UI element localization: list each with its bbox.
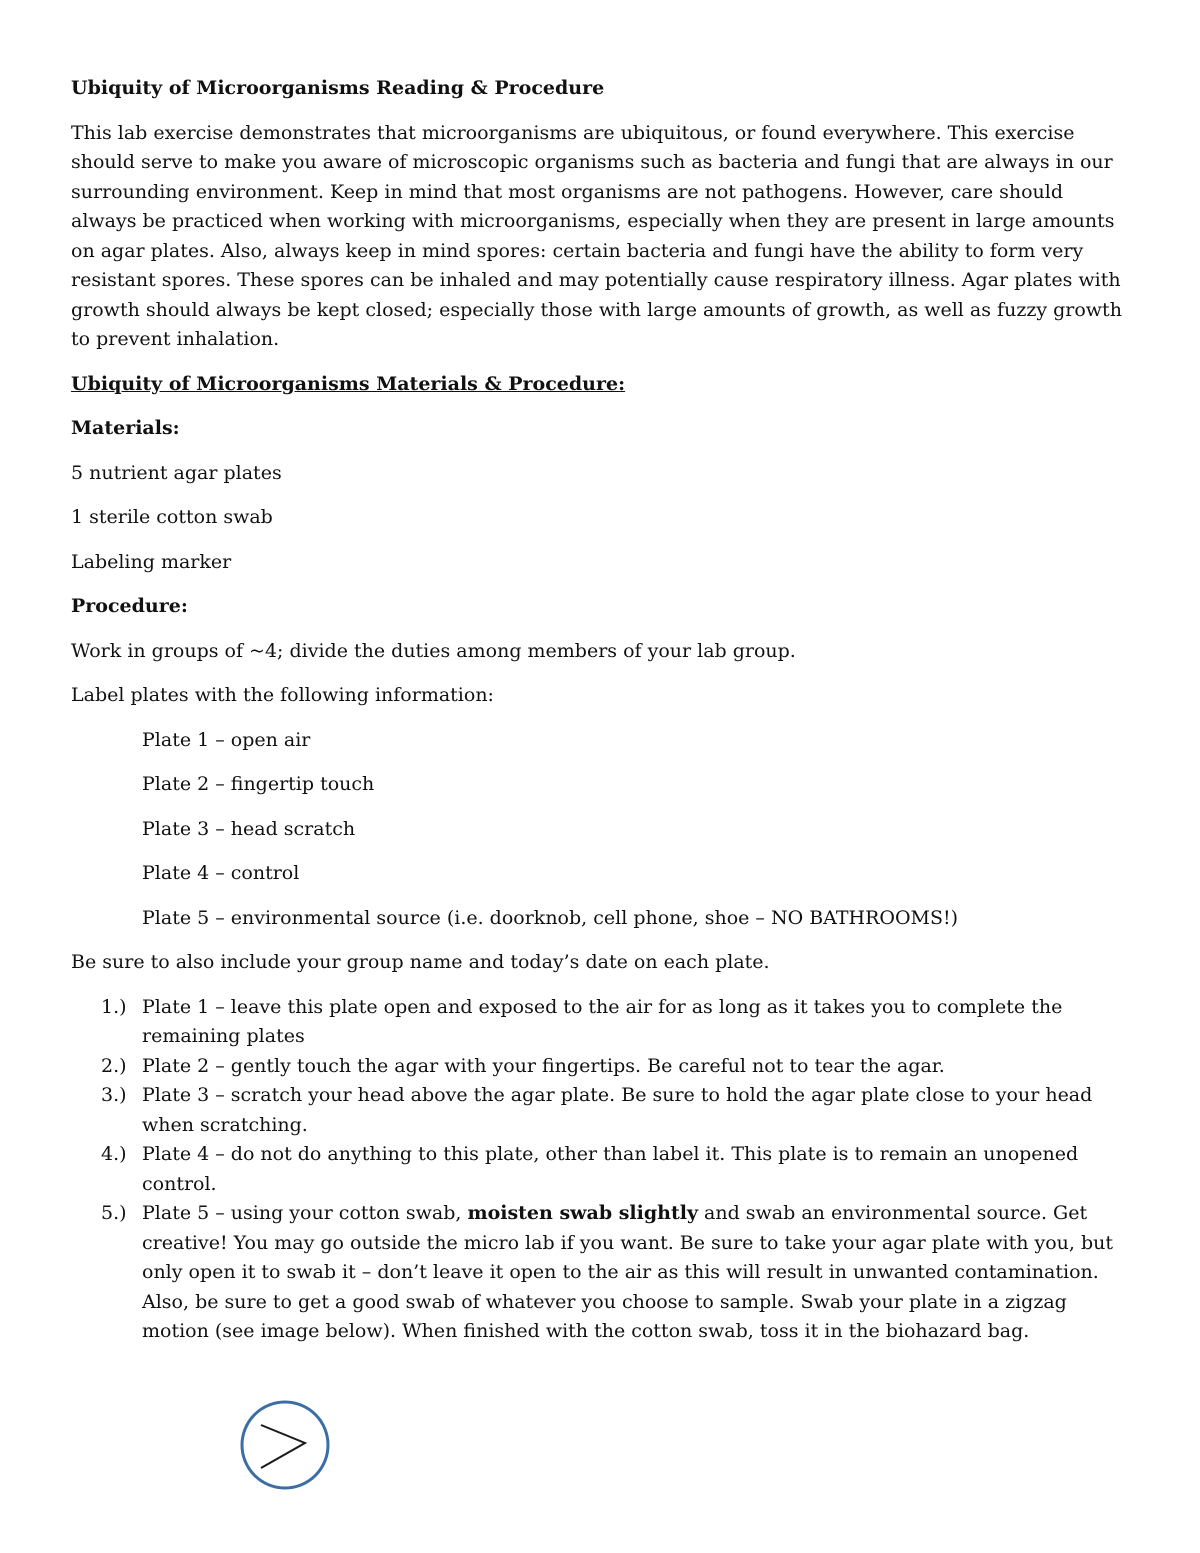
label-instruction: Label plates with the following information: xyxy=(71,684,494,706)
procedure-step xyxy=(71,1199,1131,1347)
groups-instruction: Work in groups of ~4; divide the duties among members of your lab group. xyxy=(71,639,796,662)
step-number: 4.) xyxy=(101,1143,127,1165)
materials-heading: Materials: xyxy=(71,417,180,439)
zigzag-line xyxy=(261,1425,305,1468)
section-heading: Ubiquity of Microorganisms Materials & Procedure: xyxy=(71,372,626,395)
zigzag-swab-diagram xyxy=(238,1398,332,1492)
step-text: Plate 3 – scratch your head above the agar plate. Be sure to hold the agar plate close to your head when scratching. xyxy=(142,1084,1093,1136)
intro-paragraph: This lab exercise demonstrates that microorganisms are ubiquitous, or found everywhere. This exercise should serve to make you aware of microscopic organisms such as bacteria and fungi that are always in our surrounding environment. Keep in mind that most organisms are not pathogens. However, care should always be practiced when working with microorganisms, especially when they are present in large amounts on agar plates. Also, always keep in mind spores: certain bacteria and fungi have the ability to form very resistant spores. These spores can be inhaled and may potentially cause respiratory illness. Agar plates with growth should always be kept closed; especially those with large amounts of growth, as well as fuzzy growth to prevent inhalation. xyxy=(71,121,1122,350)
plate-label-1: Plate 1 – open air xyxy=(142,728,311,751)
agar-plate-circle xyxy=(242,1402,328,1488)
step-text-after: and swab an environmental source. Get creative! You may go outside the micro lab if you want. Be sure to take your agar plate with you, but only open it to swab it – don’t leave it open to the air as this will result in unwanted contamination. Also, be sure to get a good swab of whatever you choose to sample. Swab your plate in a zigzag motion (see image below). When finished with the cotton swab, toss it in the biohazard bag. xyxy=(142,1202,1114,1342)
step-text: Plate 1 – leave this plate open and exposed to the air for as long as it takes you to complete the remaining plates xyxy=(142,995,1063,1047)
step-number: 2.) xyxy=(101,1054,127,1077)
reminder-text: Be sure to also include your group name and today’s date on each plate. xyxy=(71,951,770,973)
plate-label-2: Plate 2 – fingertip touch xyxy=(142,773,375,795)
procedure-step xyxy=(71,1081,1131,1140)
step-text-before: Plate 5 – using your cotton swab, xyxy=(142,1202,468,1224)
plate-label-5: Plate 5 – environmental source (i.e. doorknob, cell phone, shoe – NO BATHROOMS!) xyxy=(142,906,959,929)
step-number: 3.) xyxy=(101,1084,127,1106)
procedure-step xyxy=(71,1140,1131,1199)
materials-item: 5 nutrient agar plates xyxy=(71,461,282,484)
materials-item: 1 sterile cotton swab xyxy=(71,506,273,528)
step-number: 5.) xyxy=(101,1202,127,1224)
step-text: Plate 4 – do not do anything to this plate, other than label it. This plate is to remain an unopened control. xyxy=(142,1143,1079,1195)
procedure-steps xyxy=(71,993,1131,1347)
plate-label-3: Plate 3 – head scratch xyxy=(142,817,356,840)
document-page xyxy=(71,74,1131,1347)
plate-label-4: Plate 4 – control xyxy=(142,862,300,884)
step-number: 1.) xyxy=(101,995,127,1018)
procedure-step xyxy=(71,993,1131,1052)
procedure-step xyxy=(71,1052,1131,1082)
step-text-emphasis: moisten swab slightly xyxy=(467,1202,698,1224)
procedure-heading: Procedure: xyxy=(71,595,188,617)
materials-item: Labeling marker xyxy=(71,550,232,573)
document-title: Ubiquity of Microorganisms Reading & Procedure xyxy=(71,77,605,99)
step-text: Plate 2 – gently touch the agar with your fingertips. Be careful not to tear the agar. xyxy=(142,1054,945,1077)
